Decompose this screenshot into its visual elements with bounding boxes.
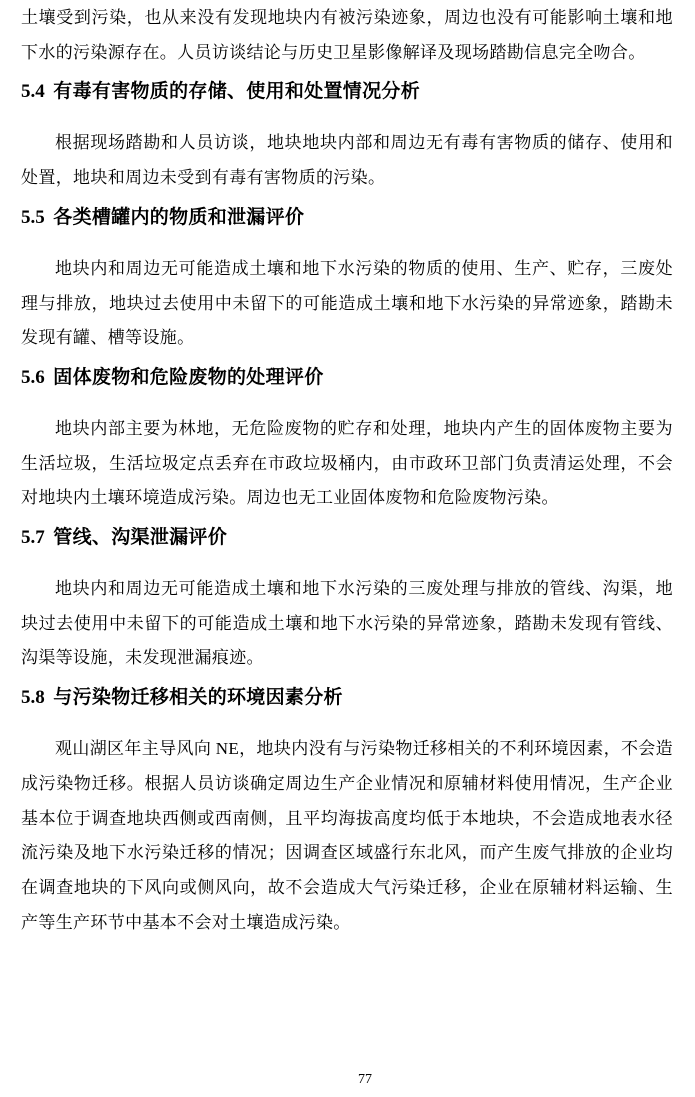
section-number-5-4: 5.4 xyxy=(21,81,45,103)
section-title-5-6: 固体废物和危险废物的处理评价 xyxy=(53,366,324,388)
page-footer xyxy=(0,1072,695,1088)
section-body-5-4: 根据现场踏勘和人员访谈，地块地块内部和周边无有毒有害物质的储存、使用和处置，地块和周边未受到有毒有害物质的污染。 xyxy=(21,133,673,188)
section-heading-5-6 xyxy=(21,362,673,394)
section-body-5-7: 地块内和周边无可能造成土壤和地下水污染的三废处理与排放的管线、沟渠，地块过去使用中未留下的可能造成土壤和地下水污染的异常迹象，踏勘未发现有管线、沟渠等设施，未发现泄漏痕迹。 xyxy=(21,579,673,668)
section-heading-5-4 xyxy=(21,76,673,108)
section-body-5-5: 地块内和周边无可能造成土壤和地下水污染的物质的使用、生产、贮存，三废处理与排放，地块过去使用中未留下的可能造成土壤和地下水污染的异常迹象，踏勘未发现有罐、槽等设施。 xyxy=(21,258,673,348)
section-title-5-7: 管线、沟渠泄漏评价 xyxy=(53,527,227,549)
section-heading-5-5 xyxy=(21,202,673,234)
section-title-5-5: 各类槽罐内的物质和泄漏评价 xyxy=(53,206,305,228)
section-number-5-8: 5.8 xyxy=(21,687,45,709)
section-title-5-8: 与污染物迁移相关的环境因素分析 xyxy=(53,687,343,709)
section-number-5-6: 5.6 xyxy=(21,366,45,388)
section-number-5-7: 5.7 xyxy=(21,527,45,549)
section-body-5-8: 观山湖区年主导风向 NE，地块内没有与污染物迁移相关的不利环境因素，不会造成污染物迁移。根据人员访谈确定周边生产企业情况和原辅材料使用情况，生产企业基本位于调查地块西侧或西南侧，且平均海拔高度均低于本地块，不会造成地表水径流污染及地下水污染迁移的情况；因调查区域盛行东北风，而产生废气排放的企业均在调查地块的下风向或侧风向，故不会造成大气污染迁移，企业在原辅材料运输、生产等生产环节中基本不会对土壤造成污染。 xyxy=(21,739,673,932)
section-heading-5-7 xyxy=(21,522,673,554)
section-body-5-6: 地块内部主要为林地，无危险废物的贮存和处理，地块内产生的固体废物主要为生活垃圾，生活垃圾定点丢弃在市政垃圾桶内，由市政环卫部门负责清运处理，不会对地块内土壤环境造成污染。周边也无工业固体废物和危险废物污染。 xyxy=(21,418,673,508)
page-number: 77 xyxy=(358,1072,372,1087)
section-heading-5-8 xyxy=(21,682,673,714)
paragraph-continuation: 土壤受到污染，也从来没有发现地块内有被污染迹象，周边也没有可能影响土壤和地下水的污染源存在。人员访谈结论与历史卫星影像解译及现场踏勘信息完全吻合。 xyxy=(21,8,673,62)
section-number-5-5: 5.5 xyxy=(21,206,45,228)
section-title-5-4: 有毒有害物质的存储、使用和处置情况分析 xyxy=(53,81,420,103)
